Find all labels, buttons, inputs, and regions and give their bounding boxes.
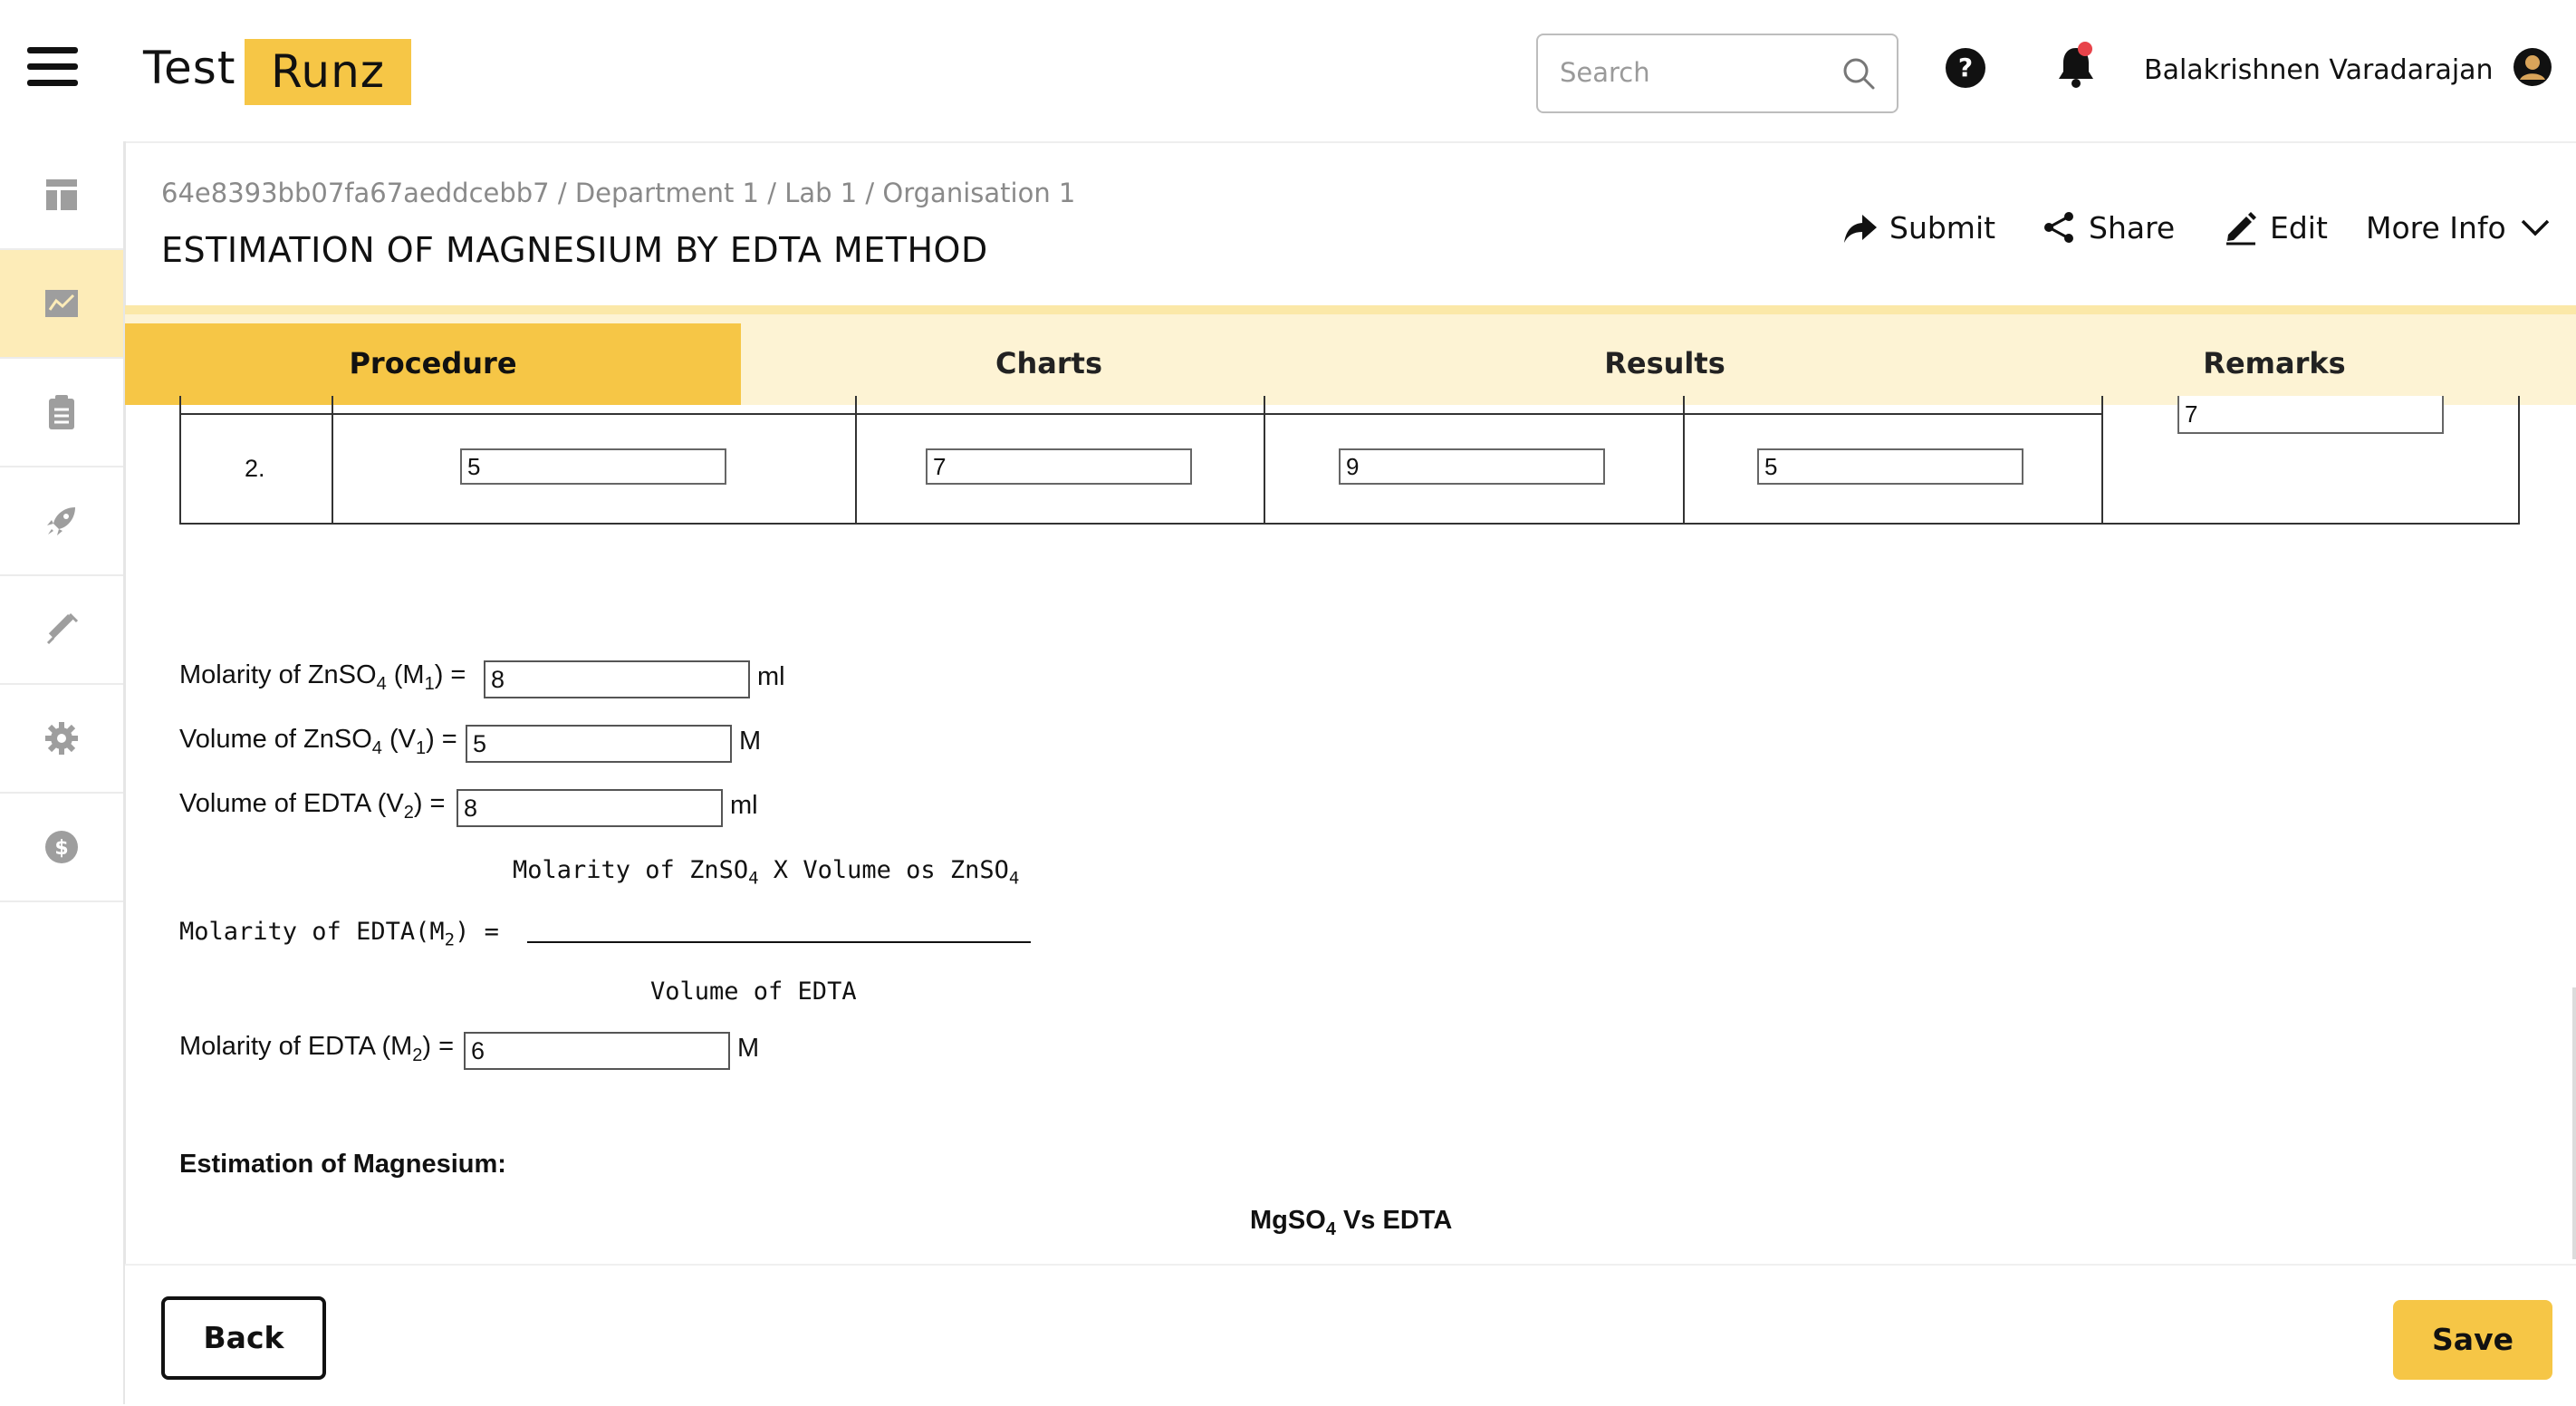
sidebar-item-clipboard[interactable]	[0, 359, 123, 467]
molarity-edta-unit: M	[737, 1034, 760, 1063]
tab-procedure[interactable]: Procedure	[125, 323, 741, 405]
table-cell-input-3[interactable]	[1339, 448, 1605, 485]
menu-hamburger-icon[interactable]	[27, 47, 78, 87]
help-icon[interactable]: ?	[1946, 48, 1985, 88]
sidebar-item-settings[interactable]	[0, 685, 123, 794]
sidebar	[0, 141, 126, 1404]
share-label: Share	[2089, 209, 2176, 246]
edit-button[interactable]	[2223, 205, 2328, 250]
edit-label: Edit	[2270, 209, 2328, 246]
volume-edta-input[interactable]	[457, 789, 723, 827]
svg-text:$: $	[54, 837, 69, 860]
molarity-edta-label: Molarity of EDTA $(M_2)$ =	[179, 1032, 455, 1065]
chart-icon	[43, 284, 81, 323]
submit-button[interactable]	[1842, 205, 1995, 250]
search-icon[interactable]	[1841, 55, 1877, 91]
volume-edta-unit: ml	[730, 791, 758, 820]
sidebar-item-billing[interactable]	[0, 794, 123, 902]
sidebar-item-charts[interactable]	[0, 250, 123, 359]
submit-label: Submit	[1889, 209, 1996, 246]
procedure-content	[125, 396, 2576, 1264]
share-icon	[2042, 209, 2078, 246]
table-cell-input-1[interactable]	[460, 448, 726, 485]
notification-dot	[2078, 42, 2092, 56]
edit-pencil-icon	[2223, 209, 2259, 246]
formula-lhs: Molarity of $EDTA(M_2)$ =	[179, 918, 499, 950]
tab-remarks[interactable]: Remarks	[2203, 346, 2346, 380]
molarity-edta-input[interactable]	[464, 1032, 730, 1070]
sidebar-item-rocket[interactable]	[0, 467, 123, 576]
estimation-heading: Estimation of Magnesium:	[179, 1150, 506, 1179]
rocket-icon	[43, 502, 81, 540]
volume-znso4-unit: M	[739, 727, 762, 756]
formula-denominator: Volume of EDTA	[650, 977, 857, 1006]
molarity-znso4-input[interactable]	[484, 660, 750, 698]
save-button[interactable]: Save	[2393, 1300, 2552, 1380]
footer-bar	[125, 1264, 2576, 1406]
logo-text-runz: Runz	[245, 39, 411, 105]
volume-edta-label: Volume of EDTA $(V_2)$ =	[179, 789, 446, 823]
search-input[interactable]	[1558, 52, 1833, 93]
molarity-znso4-label: Molarity of ZnSO$_4$ $(M_1)$ =	[179, 660, 466, 694]
tab-charts[interactable]: Charts	[995, 346, 1102, 380]
sidebar-item-dashboard[interactable]	[0, 141, 123, 250]
gear-icon	[43, 719, 81, 757]
chevron-down-icon	[2517, 209, 2553, 246]
syringe-icon	[43, 611, 81, 649]
estimation-subheading: MgSO$_4$ Vs EDTA	[1250, 1206, 1453, 1239]
volume-znso4-label: Volume of ZnSO$_4$ $(V_1)$ =	[179, 725, 457, 758]
search-box	[1536, 34, 1898, 113]
dashboard-icon	[43, 176, 81, 214]
submit-arrow-icon	[1842, 209, 1879, 246]
breadcrumb[interactable]: 64e8393bb07fa67aeddcebb7 / Department 1 / Lab 1 / Organisation 1	[161, 178, 1076, 208]
scrollbar[interactable]	[2572, 987, 2576, 1259]
table-cell-input-2[interactable]	[926, 448, 1192, 485]
more-info-label: More Info	[2366, 209, 2506, 246]
tab-strip	[125, 305, 2576, 405]
logo-text-test: Test	[143, 42, 236, 94]
clipboard-icon	[43, 393, 81, 431]
volume-znso4-input[interactable]	[466, 725, 732, 763]
share-button[interactable]	[2042, 205, 2175, 250]
tab-results[interactable]: Results	[1604, 346, 1725, 380]
avatar-icon[interactable]	[2513, 47, 2552, 87]
more-info-dropdown[interactable]	[2366, 205, 2553, 250]
user-name[interactable]: Balakrishnen Varadarajan	[2144, 54, 2494, 86]
dollar-icon	[43, 828, 81, 866]
sidebar-item-syringe[interactable]	[0, 576, 123, 685]
formula-numerator: Molarity of ZnSO$_4$ X Volume os ZnSO$_4$	[513, 856, 1020, 889]
page-title: ESTIMATION OF MAGNESIUM BY EDTA METHOD	[161, 230, 988, 270]
back-button[interactable]: Back	[161, 1296, 326, 1380]
molarity-znso4-unit: ml	[757, 662, 785, 691]
table-row-number: 2.	[245, 455, 265, 482]
table-cell-input-4[interactable]	[1757, 448, 2023, 485]
formula-fraction-line	[527, 941, 1031, 943]
table-cell-input-remarks[interactable]	[2177, 396, 2444, 434]
